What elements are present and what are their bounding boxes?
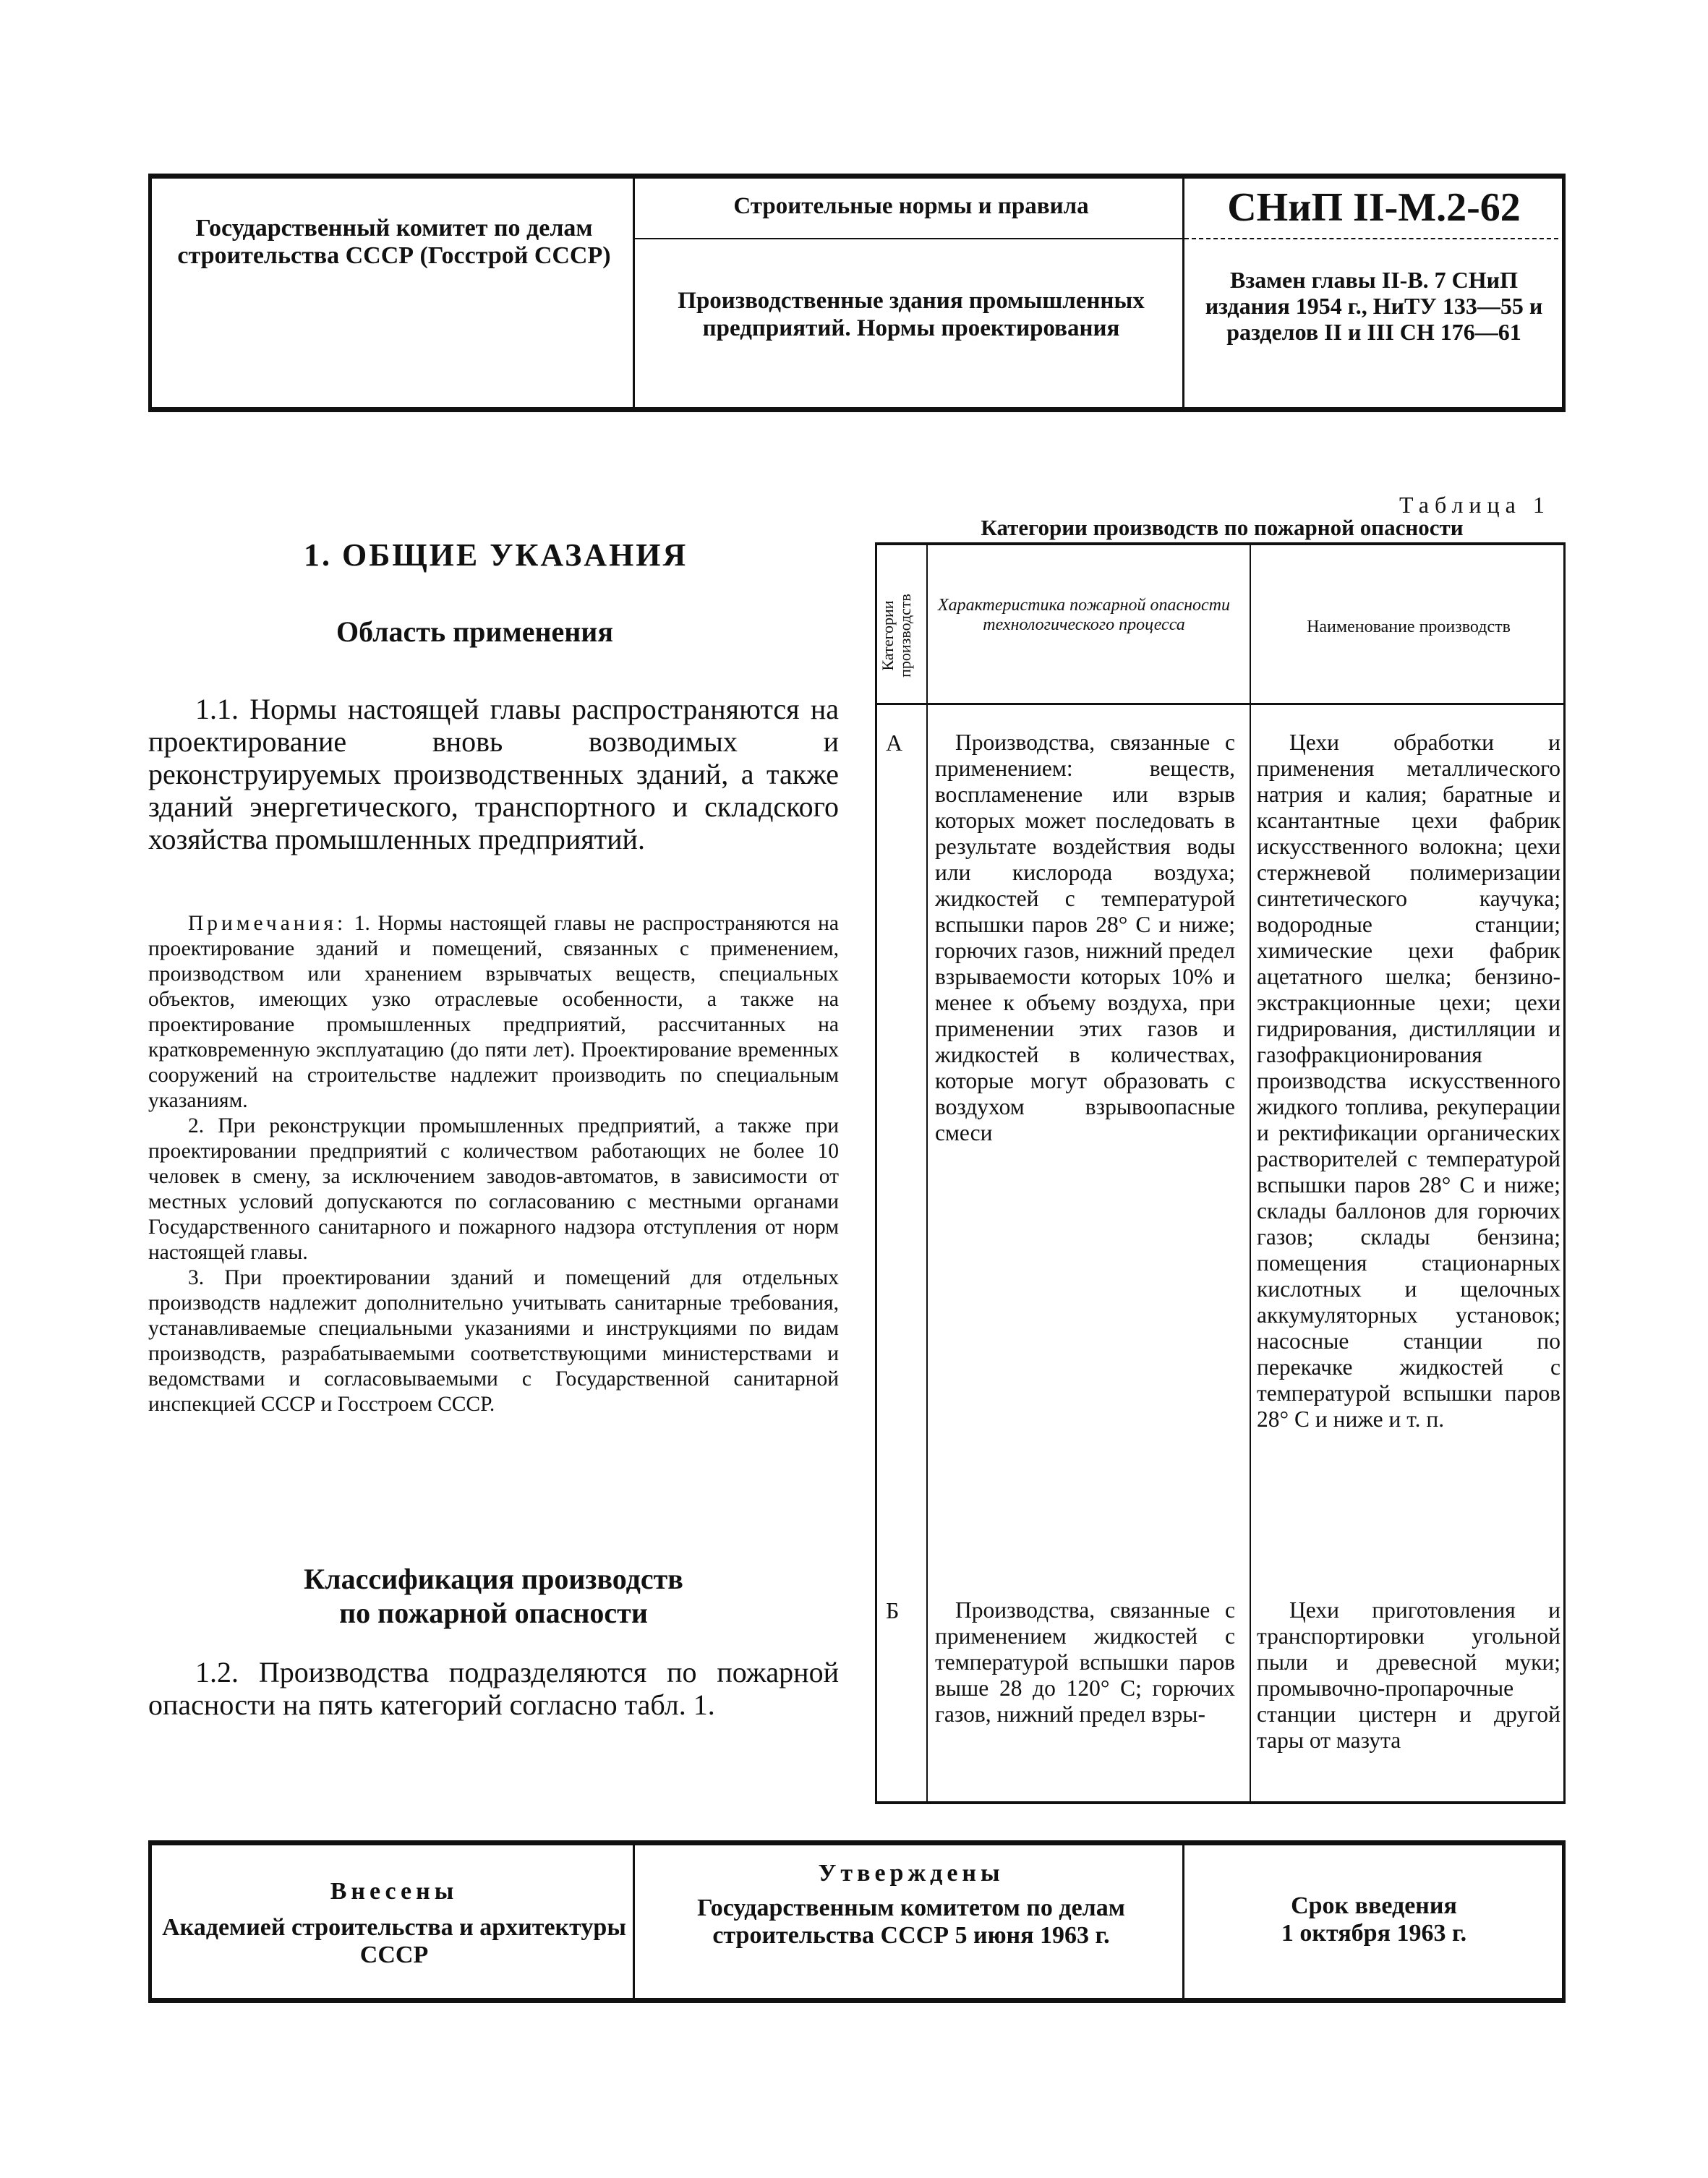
table-row-category: Б bbox=[886, 1597, 900, 1623]
table-column-divider bbox=[1250, 545, 1251, 1801]
table-row-productions: Цехи обработки и применения металлического натрия и калия; баратные и ксантантные цехи фабрик искусственного волокна; цехи стержневой полимеризации синтетического каучука; водородные станции; химические цехи фабрик ацетатного шелка; бензино-экстракционные цехи; цехи гидрирования, дистилляции и газофракционирования производства искусственного жидкого топлива, рекуперации и ректификации органических растворителей с температурой вспышки паров 28° С и ниже; склады баллонов для горючих газов; склады бензина; помещения стационарных кислотных и щелочных аккумуляторных установок; насосные станции по перекачке жидкостей с температурой вспышки паров 28° С и ниже и т. п. bbox=[1257, 730, 1560, 1432]
header-rule bbox=[1184, 238, 1558, 239]
fire-hazard-table bbox=[875, 542, 1566, 1804]
introduced-label: Внесены bbox=[330, 1878, 458, 1905]
approved-by: Государственным комитетом по делам строительства СССР 5 июня 1963 г. bbox=[697, 1895, 1125, 1949]
table-column-divider bbox=[926, 545, 928, 1801]
table-row-characteristic: Производства, связанные с применением жидкостей с температурой вспышки паров выше 28 до 120° С; горючих газов, нижний предел взры- bbox=[935, 1597, 1235, 1727]
document-title: Производственные здания промышленных предприятий. Нормы проектирования bbox=[678, 288, 1145, 341]
classification-heading bbox=[148, 1562, 839, 1630]
effective-date-value: 1 октября 1963 г. bbox=[1281, 1920, 1467, 1947]
classification-heading-line-1: Классификация производств bbox=[304, 1563, 683, 1595]
notes-block bbox=[148, 911, 839, 1417]
document-code: СНиП II-М.2-62 bbox=[1227, 185, 1521, 230]
document-header bbox=[148, 174, 1566, 412]
document-footer bbox=[148, 1840, 1566, 2003]
table-caption: Категории производств по пожарной опасности bbox=[981, 515, 1464, 540]
note-3: 3. При проектировании зданий и помещений для отдельных производств надлежит дополнительно учитывать санитарные требования, устанавливаемые специальными указаниями и инструкциями по видам производств, разрабатываемыми соответствующими министерствами и ведомствами и согласовываемыми с Государственной санитарной инспекцией СССР и Госстроем СССР. bbox=[148, 1266, 839, 1416]
paragraph-1-1: 1.1. Нормы настоящей главы распространяются на проектирование вновь возводимых и реконструируемых производственных зданий, а также зданий энергетического, транспортного и складского хозяйства промышленных предприятий. bbox=[148, 693, 839, 855]
effective-date-label: Срок введения bbox=[1291, 1892, 1457, 1919]
section-heading: 1. ОБЩИЕ УКАЗАНИЯ bbox=[304, 537, 688, 573]
table-row-productions: Цехи приготовления и транспортировки угольной пыли и древесной муки; промывочно-пропарочные станции цистерн и другой тары от мазута bbox=[1257, 1597, 1560, 1753]
replaces-note: Взамен главы II-В. 7 СНиП издания 1954 г., НиТУ 133—55 и разделов II и III СН 176—61 bbox=[1205, 267, 1543, 345]
column-header-productions: Наименование производств bbox=[1307, 618, 1511, 636]
table-label: Таблица 1 bbox=[1399, 492, 1550, 518]
paragraph-1-2: 1.2. Производства подразделяются по пожарной опасности на пять категорий согласно табл. 1. bbox=[148, 1656, 839, 1721]
column-header-category: Категории производств bbox=[879, 594, 914, 678]
subsection-heading: Область применения bbox=[336, 615, 613, 648]
header-divider bbox=[633, 179, 635, 407]
classification-heading-line-2: по пожарной опасности bbox=[339, 1597, 648, 1629]
issuing-organization: Государственный комитет по делам строительства СССР (Госстрой СССР) bbox=[177, 215, 611, 269]
table-row-characteristic: Производства, связанные с применением: веществ, воспламенение или взрыв которых может последовать в результате воздействия воды или кислорода воздуха; жидкостей с температурой вспышки паров 28° С и ниже; горючих газов, нижний предел взрываемости которых 10% и менее к объему воздуха, при применении этих газов и жидкостей в количествах, которые могут образовать с воздухом взрывоопасные смеси bbox=[935, 730, 1235, 1145]
note-2: 2. При реконструкции промышленных предприятий, а также при проектировании предприятий с количеством работающих не более 10 человек в смену, за исключением заводов-автоматов, в зависимости от местных условий допускаются по согласованию с местными органами Государственного санитарного и пожарного надзора отступления от норм настоящей главы. bbox=[148, 1114, 839, 1264]
effective-date bbox=[1186, 1892, 1562, 1947]
norms-label: Строительные нормы и правила bbox=[733, 193, 1089, 219]
note-1: 1. Нормы настоящей главы не распространяются на проектирование зданий и помещений, связанных с применением, производством или хранением взрывчатых веществ, специальных объектов, имеющих узко отраслевые особенности, а также на проектирование промышленных предприятий, рассчитанных на кратковременную эксплуатацию (до пяти лет). Проектирование временных сооружений на строительстве надлежит производить по специальным указаниям. bbox=[148, 912, 840, 1112]
table-row-category: А bbox=[886, 730, 903, 756]
column-header-characteristic: Характеристика пожарной опасности технологического процесса bbox=[937, 596, 1231, 634]
notes-label: Примечания: bbox=[188, 912, 347, 935]
header-rule bbox=[635, 238, 1182, 239]
table-header-rule bbox=[877, 703, 1563, 705]
approved-label: Утверждены bbox=[818, 1860, 1004, 1887]
introduced-by: Академией строительства и архитектуры СССР bbox=[162, 1914, 626, 1968]
